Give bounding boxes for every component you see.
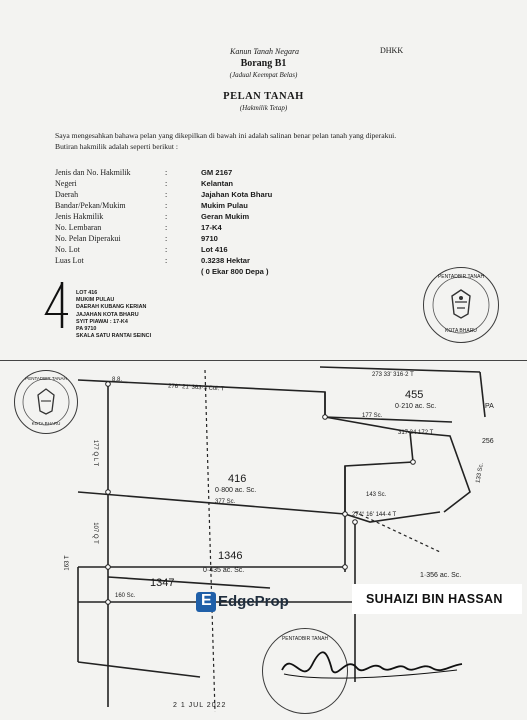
- stamp-text-top: PENTADBIR TANAH: [437, 274, 485, 280]
- lot-256-label: 256: [482, 438, 494, 445]
- left-bearing: 177 Q L T: [92, 439, 99, 467]
- stamp-text-bottom: KOTA BHARU: [445, 328, 477, 334]
- detail-value: 17-K4: [201, 223, 222, 232]
- detail-value: Kelantan: [201, 179, 234, 188]
- detail-label: No. Lembaran: [55, 223, 102, 232]
- legend-line: LOT 416: [76, 290, 98, 296]
- edgeprop-logo-letter: E: [201, 592, 212, 609]
- detail-colon: :: [165, 212, 168, 221]
- detail-colon: :: [165, 223, 168, 232]
- page-subtitle: (Hakmilik Tetap): [239, 104, 288, 112]
- signature-icon: [272, 640, 472, 690]
- legend-line: PA 9710: [76, 326, 97, 333]
- certification-intro: Butiran hakmilik adalah seperti berikut :: [55, 142, 178, 151]
- chain-133: 133 Sc.: [475, 462, 485, 484]
- plan-land-office-stamp: [14, 370, 78, 434]
- detail-colon: :: [165, 234, 168, 243]
- detail-value: ( 0 Ekar 800 Depa ): [201, 267, 269, 276]
- plan-stamp-text-top: PENTADBIR TANAH: [25, 376, 67, 381]
- detail-label: Jenis dan No. Hakmilik: [55, 168, 131, 177]
- detail-row: [55, 234, 385, 244]
- detail-row: [55, 168, 385, 178]
- land-office-stamp: [423, 267, 499, 343]
- detail-value: GM 2167: [201, 168, 233, 177]
- detail-row: [55, 212, 385, 222]
- detail-value: Mukim Pulau: [201, 201, 248, 210]
- detail-label: No. Lot: [55, 245, 80, 254]
- lot-416-area: 0·800 ac. Sc.: [215, 487, 257, 494]
- date-stamp: 2 1 JUL 2022: [173, 702, 227, 709]
- detail-row: [55, 201, 385, 211]
- bearing-middle: 274° 16' 144·4 T: [352, 512, 397, 518]
- left-bearing-3: 163 T: [64, 555, 71, 571]
- north-arrow-icon: [38, 280, 78, 330]
- legend-line: MUKIM PULAU: [76, 297, 115, 304]
- detail-row: [55, 245, 385, 255]
- detail-label: Luas Lot: [55, 256, 84, 265]
- lot-1347-area: 1·356 ac. Sc.: [420, 572, 462, 579]
- detail-value: Lot 416: [201, 245, 228, 254]
- form-title: Borang B1: [240, 58, 287, 69]
- detail-label: Bandar/Pekan/Mukim: [55, 201, 126, 210]
- detail-label: Negeri: [55, 179, 77, 188]
- detail-colon: :: [165, 245, 168, 254]
- lot-455-label: 455: [405, 389, 424, 401]
- detail-row: [55, 190, 385, 200]
- road-label: PA: [485, 403, 494, 410]
- detail-row: [55, 256, 385, 266]
- detail-label: Daerah: [55, 190, 79, 199]
- form-schedule: (Jadual Keempat Belas): [229, 71, 298, 79]
- bearing-top: 276° 21' 363·3 Col. T: [167, 383, 225, 393]
- legend-line: SYIT PIAWAI : 17-K4: [76, 318, 128, 325]
- legend-line: JAJAHAN KOTA BHARU: [76, 311, 139, 318]
- detail-value: 9710: [201, 234, 218, 243]
- chain-177: 177 Sc.: [362, 413, 383, 419]
- bearing-right: 317 34 172 T: [398, 430, 434, 436]
- lot-1346-area: 0·435 ac. Sc.: [203, 567, 245, 574]
- legend-line: SKALA SATU RANTAI SEINCI: [76, 333, 152, 340]
- detail-value: 0.3238 Hektar: [201, 256, 250, 265]
- act-name: Kanun Tanah Negara: [230, 47, 300, 56]
- detail-colon: :: [165, 190, 168, 199]
- plan-legend: [76, 290, 151, 340]
- page-title: PELAN TANAH: [223, 91, 304, 102]
- lot-1347-label: 1347: [150, 577, 175, 589]
- detail-label: Jenis Hakmilik: [55, 212, 104, 221]
- lot-416-label: 416: [228, 473, 247, 485]
- chain-377: 377 Sc.: [215, 499, 236, 505]
- bottom-stamp-text: PENTADBIR TANAH: [281, 636, 329, 642]
- bearing-top-right: 273 33' 316·2 T: [372, 372, 414, 378]
- detail-colon: :: [165, 201, 168, 210]
- detail-label: No. Pelan Diperakui: [55, 234, 121, 243]
- agent-name-box: [352, 584, 522, 614]
- edgeprop-watermark: [196, 591, 289, 613]
- chain-160: 160 Sc.: [115, 593, 136, 599]
- lot-455-area: 0·210 ac. Sc.: [395, 403, 437, 410]
- section-divider: [0, 360, 527, 361]
- detail-value: Geran Mukim: [201, 212, 250, 221]
- legend-line: DAERAH KUBANG KERIAN: [76, 304, 147, 311]
- detail-value: Jajahan Kota Bharu: [201, 190, 273, 199]
- chain-143: 143 Sc.: [366, 492, 387, 498]
- certification-text: Saya mengesahkan bahawa pelan yang dikepilkan di bawah ini adalah salinan benar pelan tanah yang diperakui.: [55, 131, 397, 140]
- detail-colon: :: [165, 168, 168, 177]
- detail-row: [55, 267, 385, 277]
- lot-1346-label: 1346: [218, 550, 243, 562]
- stone-label: 8.8.: [112, 377, 123, 383]
- edgeprop-brand-text: EdgeProp: [218, 593, 289, 610]
- left-bearing-2: 107 Q T: [91, 522, 98, 544]
- form-code: DHKK: [380, 46, 404, 55]
- detail-row: [55, 179, 385, 189]
- detail-row: [55, 223, 385, 233]
- detail-colon: :: [165, 256, 168, 265]
- plan-stamp-text-bottom: KOTA BHARU: [31, 421, 61, 426]
- detail-colon: :: [165, 179, 168, 188]
- agent-name: SUHAIZI BIN HASSAN: [366, 592, 503, 606]
